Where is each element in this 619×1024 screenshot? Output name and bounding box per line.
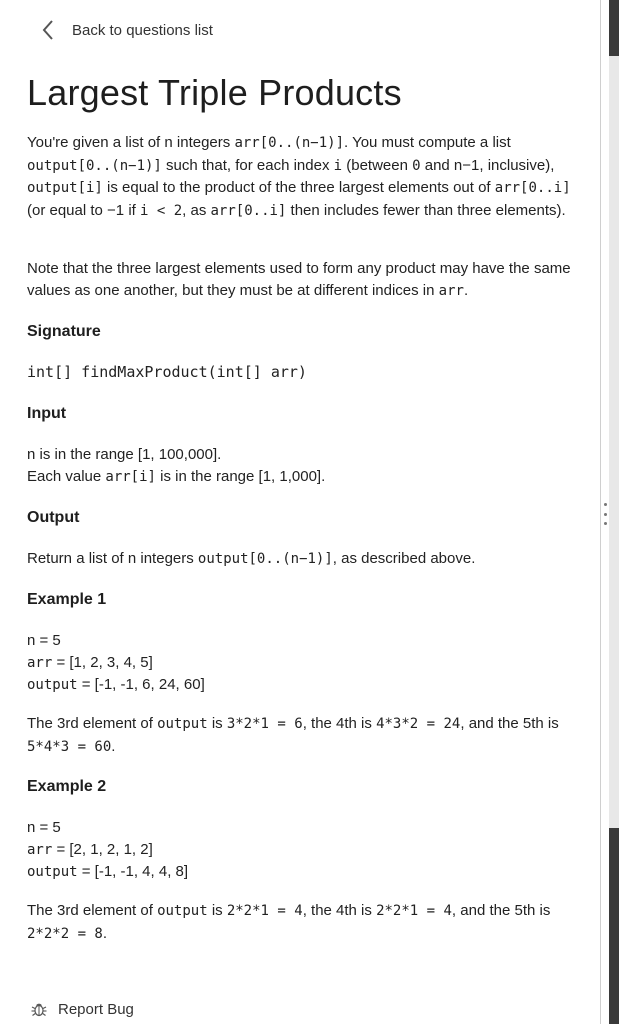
- example-2-explanation: The 3rd element of output is 2*2*1 = 4, the 4th is 2*2*1 = 4, and the 5th is 2*2*2 = 8.: [27, 902, 551, 942]
- example-1-data: n = 5 arr = [1, 2, 3, 4, 5] output = [-1, -1, 6, 24, 60]: [27, 632, 205, 693]
- chevron-left-icon: [40, 18, 56, 42]
- page-title: Largest Triple Products: [27, 72, 402, 113]
- back-to-questions-link[interactable]: [40, 16, 213, 44]
- grip-dot: [604, 522, 607, 525]
- bug-icon: [30, 1000, 48, 1018]
- output-description: Return a list of n integers output[0..(n−1)], as described above.: [27, 550, 476, 567]
- example-2-heading: Example 2: [27, 778, 107, 795]
- output-heading: Output: [27, 509, 80, 526]
- input-constraints: n is in the range [1, 100,000]. Each value arr[i] is in the range [1, 1,000].: [27, 446, 326, 485]
- grip-dot: [604, 503, 607, 506]
- example-1-explanation: The 3rd element of output is 3*2*1 = 6, the 4th is 4*3*2 = 24, and the 5th is 5*4*3 = 60.: [27, 715, 559, 755]
- description-paragraph-1: You're given a list of n integers arr[0..(n−1)]. You must compute a list output[0..(n−1)] such that, for each index i (between 0 and n−1, inclusive), output[i] is equal to the product of the three largest elements out of arr[0..i] (or equal to −1 if i < 2, as arr[0..i] then includes fewer than three elements).: [27, 134, 571, 219]
- report-bug-button[interactable]: [30, 997, 134, 1021]
- example-2-data: n = 5 arr = [2, 1, 2, 1, 2] output = [-1, -1, 4, 4, 8]: [27, 819, 189, 880]
- report-bug-label: Report Bug: [58, 1000, 134, 1018]
- input-heading: Input: [27, 405, 67, 422]
- signature-heading: Signature: [27, 323, 101, 340]
- scrollbar-thumb[interactable]: [609, 56, 619, 828]
- example-1-heading: Example 1: [27, 591, 107, 608]
- description-paragraph-2: Note that the three largest elements used to form any product may have the same values as one another, but they must be at different indices in arr.: [27, 260, 571, 299]
- resize-handle[interactable]: [601, 503, 609, 525]
- back-link-label: Back to questions list: [72, 21, 213, 39]
- signature-code: int[] findMaxProduct(int[] arr): [27, 363, 307, 381]
- grip-dot: [604, 513, 607, 516]
